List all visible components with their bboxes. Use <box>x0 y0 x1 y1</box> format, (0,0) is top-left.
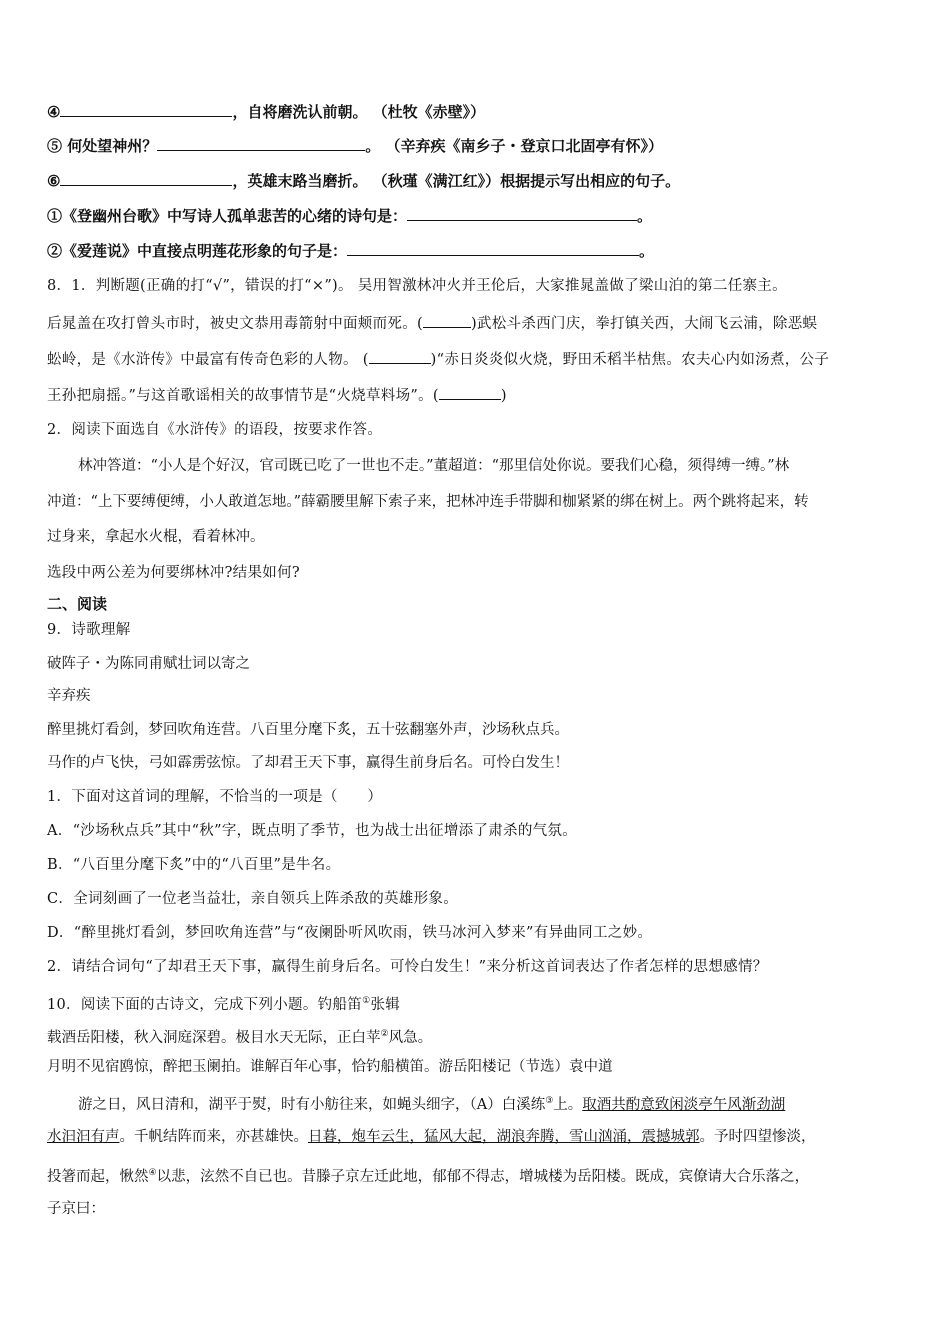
q10-title <box>47 991 400 1015</box>
text-segment: )武松斗杀西门庆，拳打镇关西，大闹飞云浦，除恶蜈 <box>470 316 818 332</box>
passage-line: 冲道：“上下要缚便缚，小人敢道怎地。”薛霸腰里解下索子来，把林冲连手带脚和枷紧紧的绑在树上。两个跳将起来，转 <box>47 494 809 510</box>
q8-question-2: 2．阅读下面选自《水浒传》的语段，按要求作答。 <box>47 422 383 438</box>
item-text: ，自将磨洗认前朝。 （杜牧《赤壁》） <box>232 103 486 121</box>
q8-ask: 选段中两公差为何要绑林冲?结果如何? <box>47 565 300 581</box>
poem-verse: 马作的卢飞快，弓如霹雳弦惊。了却君王天下事，赢得生前身后名。可怜白发生！ <box>47 755 569 771</box>
text-segment: 上。 <box>553 1096 583 1113</box>
poem-author: 辛弃疾 <box>47 688 91 704</box>
answer-blank[interactable] <box>60 171 232 186</box>
item-text: 。 （辛弃疾《南乡子・登京口北固亭有怀》） <box>365 137 663 155</box>
passage-line <box>78 1091 785 1115</box>
text-segment: 游之日，风日清和，湖平于熨，时有小舫往来，如蝇头细字，（A）白溪练 <box>78 1096 546 1113</box>
text-segment: 王孙把扇摇。”与这首歌谣相关的故事情节是“火烧草料场”。( <box>47 388 439 404</box>
passage-line <box>47 1127 816 1147</box>
text-segment: 载酒岳阳楼，秋入洞庭深碧。极目水天无际，正白苹 <box>47 1029 381 1046</box>
q7-item-6 <box>47 171 680 191</box>
poem-verse: 醉里挑灯看剑，梦回吹角连营。八百里分麾下炙，五十弦翻塞外声，沙场秋点兵。 <box>47 722 569 738</box>
underlined-sentence: 水汩汩有声 <box>47 1129 120 1145</box>
judgment-blank-1[interactable] <box>423 313 471 328</box>
q8-line-4 <box>47 385 507 406</box>
passage-line <box>47 1163 809 1187</box>
text-segment: )“赤日炎炎似火烧，野田禾稻半枯焦。农夫心内如汤煮，公子 <box>430 352 830 368</box>
q8-line-3 <box>47 349 829 370</box>
item-prompt: ⑤ 何处望神州？ <box>47 137 158 155</box>
item-end: 。 <box>637 207 653 225</box>
text-segment: 10．阅读下面的古诗文，完成下列小题。钓船笛 <box>47 996 363 1013</box>
option-d[interactable]: D．“醉里挑灯看剑，梦回吹角连营”与“夜阑卧听风吹雨，铁马冰河入梦来”有异曲同工之妙。 <box>47 925 653 941</box>
option-b[interactable]: B．“八百里分麾下炙”中的“八百里”是牛名。 <box>47 857 341 873</box>
q8-line-1: 8．1．判断题(正确的打“√”，错误的打“×”)。 吴用智激林冲火并王伦后，大家推晁盖做了梁山泊的第二任寨主。 <box>47 278 787 294</box>
q7-sub-2 <box>47 241 654 261</box>
text-segment: 张辑 <box>370 996 401 1013</box>
passage-line: 子京曰： <box>47 1201 105 1217</box>
text-segment: 。予时四望惨淡， <box>699 1129 816 1145</box>
item-prompt: ①《登幽州台歌》中写诗人孤单悲苦的心绪的诗句是： <box>47 207 408 225</box>
item-end: 。 <box>639 242 655 260</box>
footnote-mark: ④ <box>148 1168 157 1178</box>
footnote-mark: ① <box>362 996 371 1006</box>
underlined-sentence: 取酒共酌意致闲淡亭午风渐劲湖 <box>582 1096 786 1113</box>
item-prompt: ②《爱莲说》中直接点明莲花形象的句子是： <box>47 242 348 260</box>
q9-title: 9．诗歌理解 <box>47 622 131 638</box>
section-heading: 二、阅读 <box>47 595 108 613</box>
q7-item-5 <box>47 136 663 156</box>
text-segment: 蚣岭，是《水浒传》中最富有传奇色彩的人物。 ( <box>47 352 369 368</box>
q8-line-2 <box>47 313 817 334</box>
answer-blank[interactable] <box>407 206 637 221</box>
answer-blank[interactable] <box>157 136 365 151</box>
poem-line <box>47 1024 432 1048</box>
item-number: ⑥ <box>47 172 61 190</box>
q7-sub-1 <box>47 206 652 226</box>
judgment-blank-3[interactable] <box>439 385 501 400</box>
text-segment: ) <box>500 388 507 404</box>
text-segment: 后晁盖在攻打曾头市时，被史文恭用毒箭射中面颊而死。( <box>47 316 423 332</box>
option-c[interactable]: C．全词刻画了一位老当益壮，亲自领兵上阵杀敌的英雄形象。 <box>47 891 458 907</box>
judgment-blank-2[interactable] <box>369 349 431 364</box>
footnote-mark: ③ <box>545 1096 554 1106</box>
text-segment: 风急。 <box>388 1029 433 1046</box>
footnote-mark: ② <box>380 1029 389 1039</box>
text-segment: 。千帆结阵而来，亦甚雄快。 <box>119 1129 308 1145</box>
q9-question-1: 1．下面对这首词的理解，不恰当的一项是（ ） <box>47 789 383 805</box>
option-a[interactable]: A．“沙场秋点兵”其中“秋”字，既点明了季节，也为战士出征增添了肃杀的气氛。 <box>47 823 578 839</box>
item-text: ，英雄末路当磨折。 （秋瑾《满江红》）根据提示写出相应的句子。 <box>232 172 681 190</box>
item-number: ④ <box>47 103 61 121</box>
poem-title: 破阵子・为陈同甫赋壮词以寄之 <box>47 656 250 672</box>
passage-line: 过身来，拿起水火棍，看着林冲。 <box>47 529 265 545</box>
text-segment: 以悲，泫然不自已也。昔滕子京左迁此地，郁郁不得志，增城楼为岳阳楼。既成，宾僚请大合乐落之， <box>156 1168 810 1185</box>
passage-line: 林冲答道：“小人是个好汉，官司既已吃了一世也不走。”董超道：“那里信处你说。要我们心稳，须得缚一缚。”林 <box>78 458 790 474</box>
answer-blank[interactable] <box>347 241 639 256</box>
q7-item-4 <box>47 102 485 122</box>
poem-line: 月明不见宿鸥惊，醉把玉阑拍。谁解百年心事，恰钓船横笛。游岳阳楼记（节选）袁中道 <box>47 1059 613 1075</box>
underlined-sentence: 日暮，炮车云生，猛风大起，湖浪奔腾，雪山汹涌，震撼城郭 <box>308 1129 700 1145</box>
answer-blank[interactable] <box>60 102 232 117</box>
q9-question-2: 2．请结合词句“了却君王天下事，赢得生前身后名。可怜白发生！”来分析这首词表达了作者怎样的思想感情？ <box>47 959 768 975</box>
text-segment: 投箸而起，愀然 <box>47 1168 149 1185</box>
